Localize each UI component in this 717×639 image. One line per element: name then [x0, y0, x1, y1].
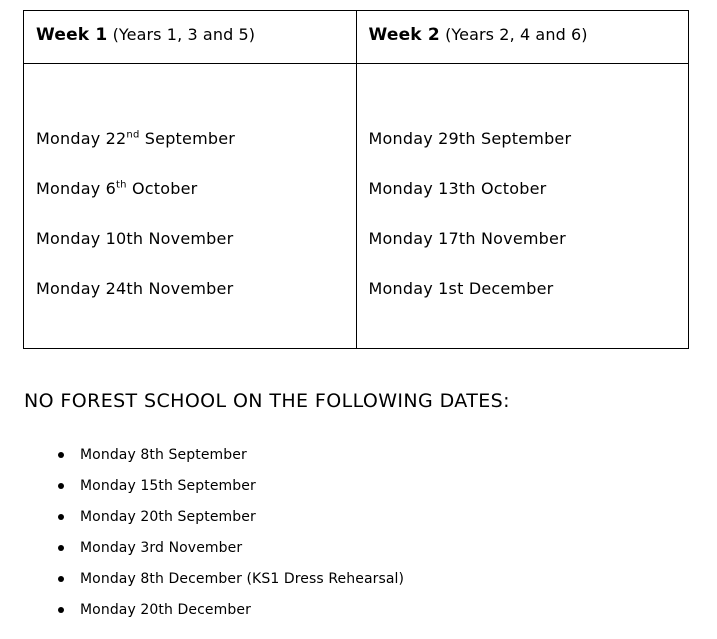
list-item-label: Monday 20th December: [80, 602, 251, 618]
week1-date-1: [36, 114, 356, 164]
week1-date-2-ordinal: th: [116, 179, 127, 191]
week1-label: Week 1: [36, 25, 108, 45]
bullet-icon: [58, 595, 65, 626]
week1-date-1-ordinal: nd: [126, 129, 140, 141]
bullet-icon: [58, 533, 65, 564]
list-item: [80, 471, 404, 502]
week1-years: (Years 1, 3 and 5): [112, 25, 256, 44]
table-cell-week1-dates: [24, 64, 357, 349]
week1-date-2: [36, 164, 356, 214]
week2-date-2: [369, 164, 689, 214]
week2-date-3-text: Monday 17th November: [368, 229, 566, 248]
week2-dates-list: [357, 64, 689, 348]
list-item-label: Monday 3rd November: [80, 540, 243, 556]
week1-dates-list: [24, 64, 356, 348]
list-item: [80, 440, 404, 471]
week1-date-2-month: October: [126, 179, 198, 198]
week1-date-3-text: Monday 10th November: [36, 229, 234, 248]
bullet-icon: [58, 471, 65, 502]
week2-date-1-text: Monday 29th September: [368, 129, 572, 148]
list-item: [80, 564, 404, 595]
list-item-label: Monday 15th September: [80, 478, 256, 494]
week2-header-content: [357, 11, 689, 45]
list-item: [80, 502, 404, 533]
week2-years: (Years 2, 4 and 6): [445, 25, 588, 44]
list-item: [80, 533, 404, 564]
bullet-icon: [58, 502, 65, 533]
table-header-cell-week2: [356, 11, 689, 64]
week2-date-1: [369, 114, 689, 164]
table-cell-week2-dates: [356, 64, 689, 349]
list-item: [80, 595, 404, 626]
week1-date-2-text: Monday 6: [36, 179, 117, 198]
week1-date-1-month: September: [139, 129, 236, 148]
table-header-cell-week1: [24, 11, 357, 64]
list-item-label: Monday 20th September: [80, 509, 256, 525]
table-body: [24, 64, 689, 349]
week2-date-3: [369, 214, 689, 264]
week1-date-4-text: Monday 24th November: [36, 279, 234, 298]
table-row: [24, 64, 689, 349]
no-forest-school-heading: NO FOREST SCHOOL ON THE FOLLOWING DATES:: [24, 390, 510, 412]
week1-date-4: [36, 264, 356, 314]
list-item-label: Monday 8th December (KS1 Dress Rehearsal): [80, 571, 405, 587]
week2-label: Week 2: [368, 25, 440, 45]
list-item-label: Monday 8th September: [80, 447, 247, 463]
bullet-icon: [58, 440, 65, 471]
forest-school-schedule-table: [23, 10, 689, 349]
table-header: [24, 11, 689, 64]
week2-date-2-text: Monday 13th October: [368, 179, 547, 198]
table-header-row: [24, 11, 689, 64]
week1-header-content: [24, 11, 356, 45]
week1-date-1-text: Monday 22: [36, 129, 127, 148]
bullet-icon: [58, 564, 65, 595]
week2-date-4: [369, 264, 689, 314]
week2-date-4-text: Monday 1st December: [368, 279, 554, 298]
week1-date-3: [36, 214, 356, 264]
excluded-dates-list: [46, 440, 404, 626]
